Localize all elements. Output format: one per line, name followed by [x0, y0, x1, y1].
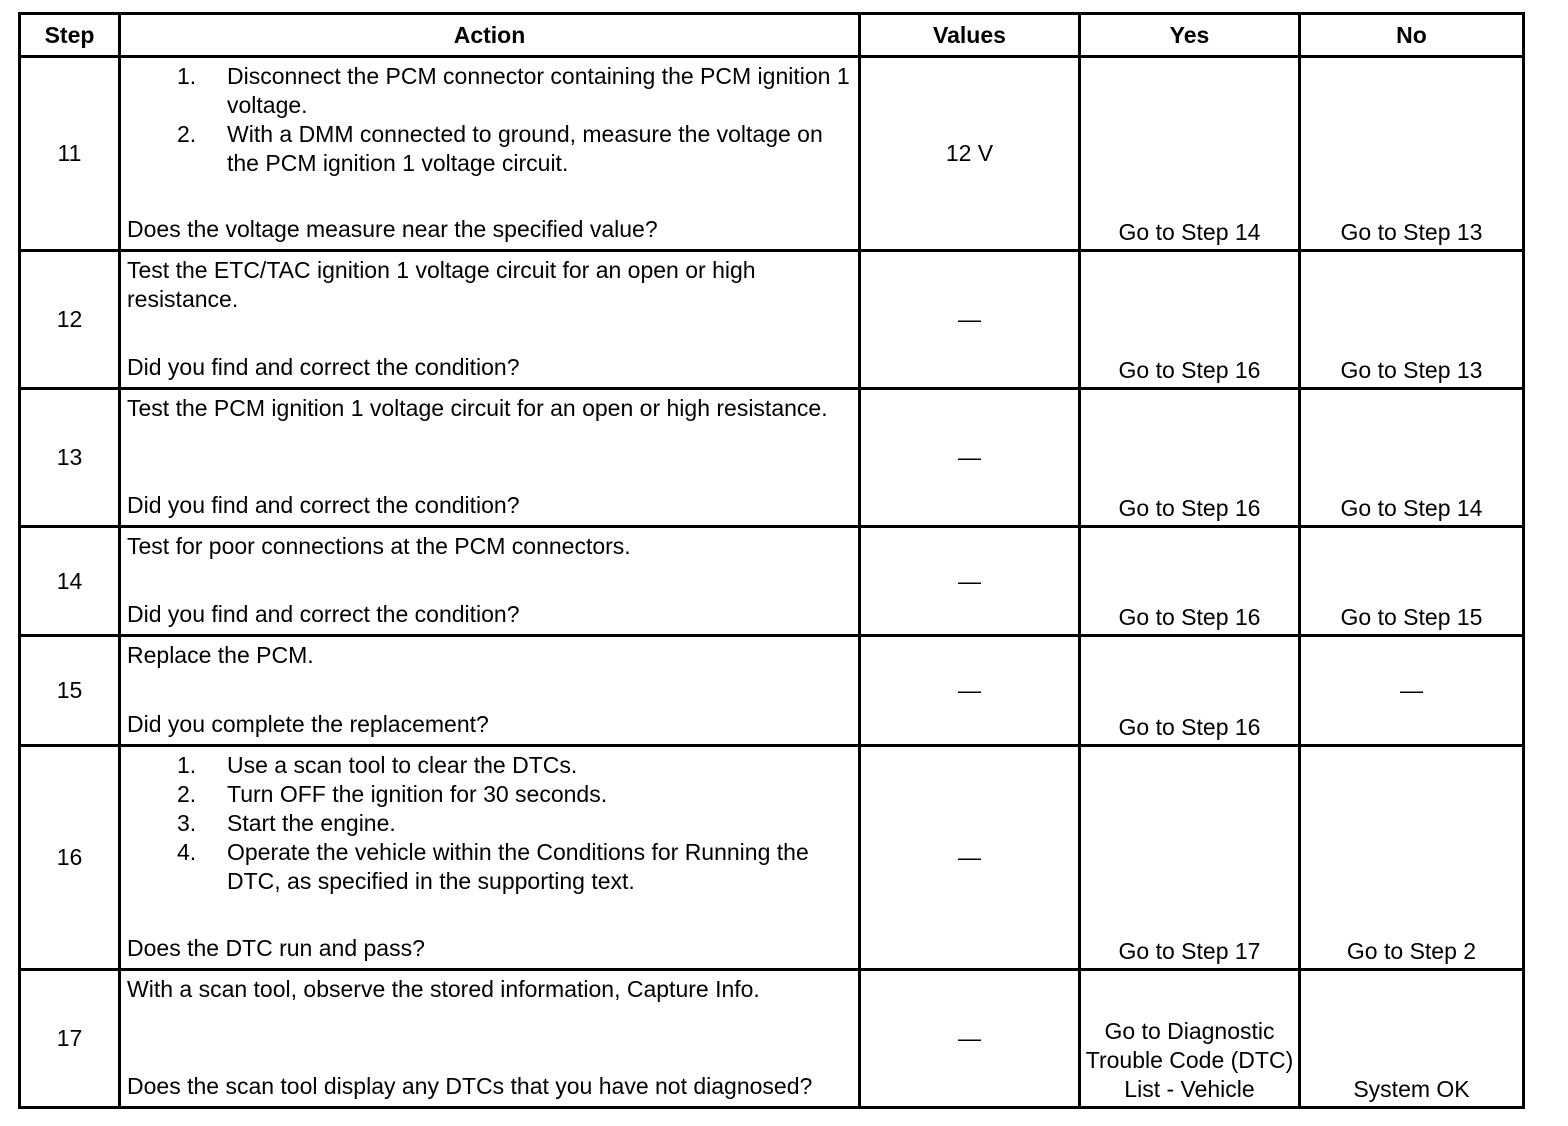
yes-text: Go to Step 16: [1118, 714, 1261, 740]
yes-text: Go to Diagnostic Trouble Code (DTC) List - Vehicle: [1085, 1018, 1294, 1102]
value-cell: 12 V: [860, 57, 1080, 251]
action-question: Does the voltage measure near the specified value?: [127, 216, 658, 242]
action-question: Did you find and correct the condition?: [127, 354, 520, 380]
step-number: 15: [20, 636, 120, 746]
action-question: Did you find and correct the condition?: [127, 492, 520, 518]
action-steps: [127, 62, 852, 178]
header-values: Values: [860, 14, 1080, 57]
header-row: [20, 14, 1524, 57]
action-question: Does the DTC run and pass?: [127, 935, 425, 961]
list-item: [177, 62, 852, 120]
step-num: 2.: [177, 121, 197, 147]
yes-text: Go to Step 14: [1118, 219, 1261, 245]
yes-text: Go to Step 16: [1118, 604, 1261, 630]
action-cell: [120, 527, 860, 636]
no-cell: [1300, 389, 1524, 527]
list-item: [177, 809, 852, 838]
step-text: Use a scan tool to clear the DTCs.: [227, 752, 578, 778]
no-text: Go to Step 2: [1346, 938, 1477, 964]
no-cell: [1300, 251, 1524, 389]
action-text: With a scan tool, observe the stored information, Capture Info.: [127, 976, 760, 1002]
yes-cell: [1080, 970, 1300, 1108]
value-cell: —: [860, 527, 1080, 636]
action-question: Did you complete the replacement?: [127, 711, 489, 737]
action-text: Replace the PCM.: [127, 642, 314, 668]
action-cell: [120, 251, 860, 389]
step-text: With a DMM connected to ground, measure the voltage on the PCM ignition 1 voltage circuit.: [227, 121, 823, 176]
yes-cell: [1080, 636, 1300, 746]
value-cell: —: [860, 746, 1080, 970]
action-cell: [120, 636, 860, 746]
list-item: [177, 751, 852, 780]
yes-cell: [1080, 746, 1300, 970]
no-text: System OK: [1353, 1076, 1470, 1102]
table-row: [20, 251, 1524, 389]
table-row: [20, 746, 1524, 970]
step-text: Turn OFF the ignition for 30 seconds.: [227, 781, 608, 807]
step-num: 3.: [177, 810, 197, 836]
action-cell: [120, 389, 860, 527]
yes-text: Go to Step 16: [1118, 495, 1261, 521]
action-cell: [120, 57, 860, 251]
header-no: No: [1300, 14, 1524, 57]
diagnostic-table: [18, 12, 1525, 1109]
header-action: Action: [120, 14, 860, 57]
step-number: 16: [20, 746, 120, 970]
table-row: [20, 527, 1524, 636]
action-question: Does the scan tool display any DTCs that you have not diagnosed?: [127, 1073, 813, 1099]
yes-cell: [1080, 527, 1300, 636]
step-num: 1.: [177, 63, 197, 89]
action-cell: [120, 970, 860, 1108]
no-cell: [1300, 57, 1524, 251]
action-text: Test for poor connections at the PCM connectors.: [127, 533, 631, 559]
yes-cell: [1080, 57, 1300, 251]
value-cell: —: [860, 389, 1080, 527]
action-text: Test the PCM ignition 1 voltage circuit for an open or high resistance.: [127, 395, 828, 421]
no-cell: [1300, 970, 1524, 1108]
action-cell: [120, 746, 860, 970]
table-row: [20, 970, 1524, 1108]
action-question: Did you find and correct the condition?: [127, 601, 520, 627]
step-number: 14: [20, 527, 120, 636]
no-cell: —: [1300, 636, 1524, 746]
no-text: Go to Step 13: [1340, 357, 1483, 383]
action-steps: [127, 751, 852, 896]
value-cell: —: [860, 636, 1080, 746]
table-row: [20, 636, 1524, 746]
step-number: 13: [20, 389, 120, 527]
value-cell: —: [860, 251, 1080, 389]
step-number: 11: [20, 57, 120, 251]
step-text: Start the engine.: [227, 810, 396, 836]
action-text: Test the ETC/TAC ignition 1 voltage circuit for an open or high resistance.: [127, 257, 756, 312]
step-num: 2.: [177, 781, 197, 807]
header-yes: Yes: [1080, 14, 1300, 57]
list-item: [177, 780, 852, 809]
value-cell: —: [860, 970, 1080, 1108]
yes-cell: [1080, 389, 1300, 527]
no-cell: [1300, 746, 1524, 970]
yes-text: Go to Step 17: [1118, 938, 1261, 964]
table-row: [20, 389, 1524, 527]
no-text: Go to Step 15: [1340, 604, 1483, 630]
step-text: Operate the vehicle within the Conditions for Running the DTC, as specified in the supporting text.: [227, 839, 809, 894]
no-text: Go to Step 14: [1340, 495, 1483, 521]
no-text: Go to Step 13: [1340, 219, 1483, 245]
header-step: Step: [20, 14, 120, 57]
step-number: 17: [20, 970, 120, 1108]
yes-cell: [1080, 251, 1300, 389]
step-num: 1.: [177, 752, 197, 778]
no-cell: [1300, 527, 1524, 636]
list-item: [177, 838, 852, 896]
step-text: Disconnect the PCM connector containing the PCM ignition 1 voltage.: [227, 63, 850, 118]
list-item: [177, 120, 852, 178]
step-number: 12: [20, 251, 120, 389]
yes-text: Go to Step 16: [1118, 357, 1261, 383]
step-num: 4.: [177, 839, 197, 865]
table-row: [20, 57, 1524, 251]
